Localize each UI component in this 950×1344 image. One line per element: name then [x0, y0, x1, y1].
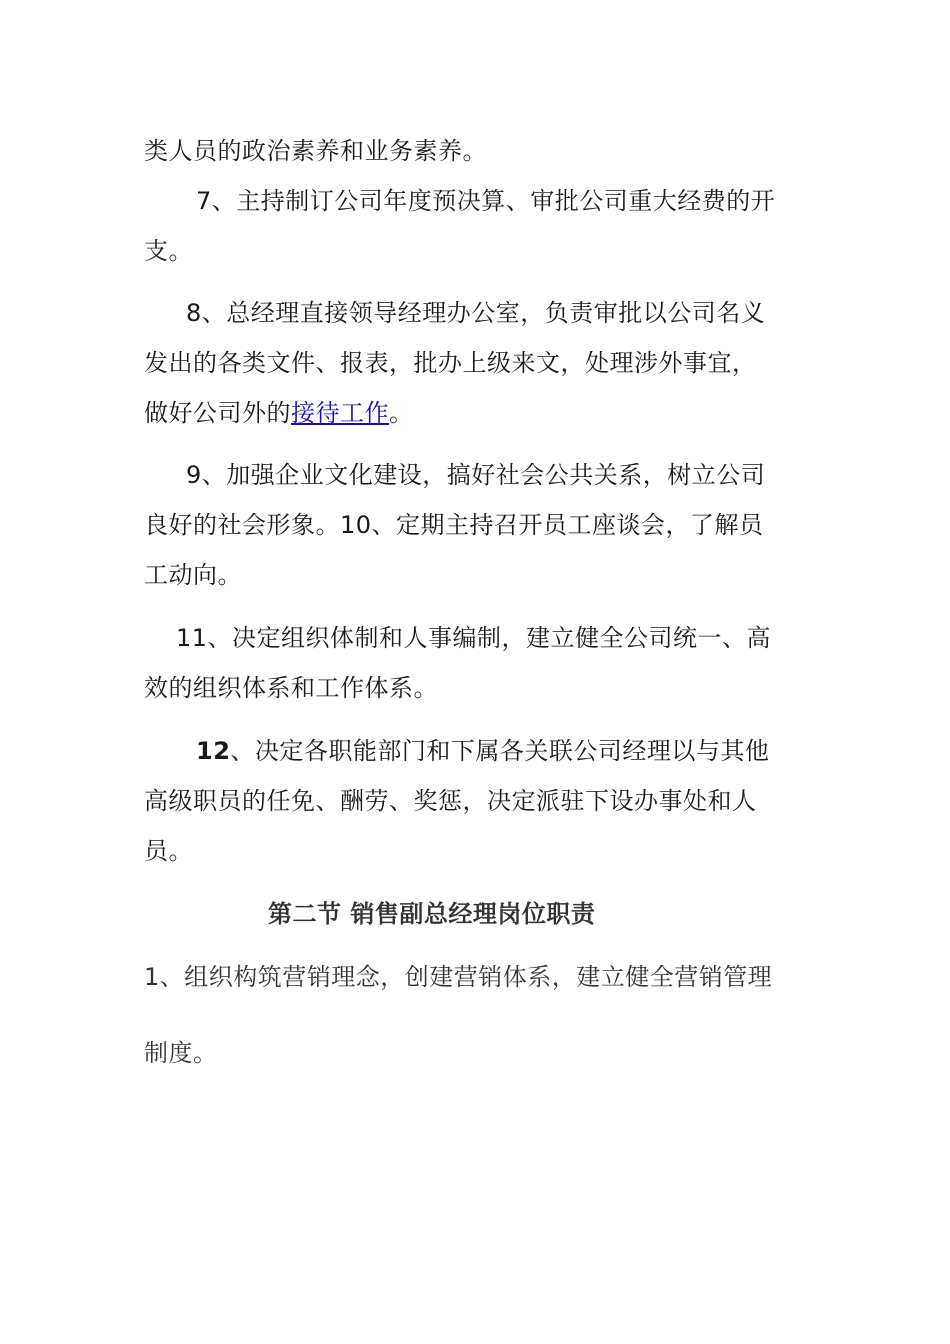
paragraph-line: 效的组织体系和工作体系。 — [144, 674, 438, 702]
paragraph-line: 11、决定组织体制和人事编制，建立健全公司统一、高 — [176, 624, 772, 652]
paragraph-line: 制度。 — [144, 1039, 218, 1067]
paragraph-line — [0, 736, 950, 766]
text-segment: 做好公司外的 — [144, 399, 291, 427]
text-segment: 。 — [389, 399, 414, 427]
paragraph-line: 支。 — [144, 237, 193, 265]
paragraph-line: 8、总经理直接领导经理办公室，负责审批以公司名义 — [186, 299, 766, 327]
paragraph-line: 1、组织构筑营销理念，创建营销体系，建立健全营销管理 — [144, 963, 773, 991]
section-heading: 第二节 销售副总经理岗位职责 — [268, 900, 596, 928]
paragraph-line: 高级职员的任免、酬劳、奖惩，决定派驻下设办事处和人 — [144, 787, 757, 815]
paragraph-line: 良好的社会形象。10、定期主持召开员工座谈会，了解员 — [144, 511, 764, 539]
paragraph-line: 工动向。 — [144, 561, 242, 589]
paragraph-line — [0, 398, 950, 428]
text-segment: 、决定各职能部门和下属各关联公司经理以与其他 — [230, 737, 770, 765]
paragraph-line: 员。 — [144, 837, 193, 865]
item-number: 12 — [196, 737, 231, 765]
paragraph-line: 发出的各类文件、报表，批办上级来文，处理涉外事宜， — [144, 349, 757, 377]
paragraph-line: 类人员的政治素养和业务素养。 — [144, 137, 487, 165]
paragraph-line: 7、主持制订公司年度预决算、审批公司重大经费的开 — [196, 187, 776, 215]
reception-work-link[interactable]: 接待工作 — [291, 399, 389, 427]
paragraph-line: 9、加强企业文化建设，搞好社会公共关系，树立公司 — [186, 461, 766, 489]
